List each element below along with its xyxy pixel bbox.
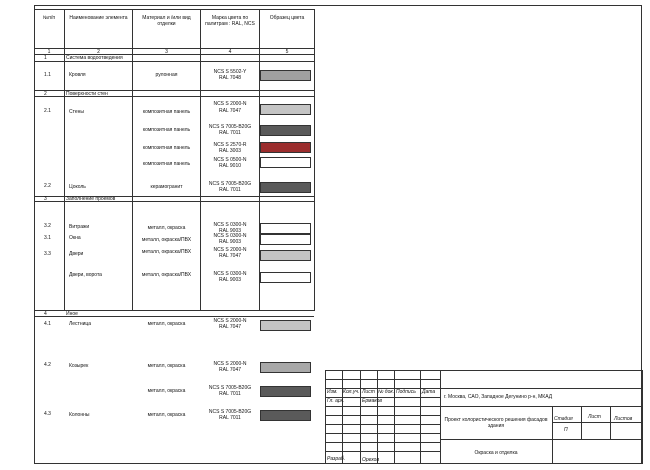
row-element: Двери bbox=[69, 251, 84, 257]
row-ncs: NCS S 2000-N bbox=[213, 101, 247, 107]
row-material: композитная панель bbox=[142, 127, 191, 133]
row-element: Кровля bbox=[69, 72, 86, 78]
tb-sheet-title: Окраска и отделка bbox=[474, 450, 518, 456]
row-material: рулонная bbox=[155, 72, 178, 78]
row-ral: RAL 9003 bbox=[218, 277, 242, 283]
row-element: Витражи bbox=[69, 224, 90, 230]
row-ncs: NCS S 7005-B20G bbox=[208, 181, 252, 187]
row-material: композитная панель bbox=[142, 145, 191, 151]
row-ral: RAL 9010 bbox=[218, 163, 242, 169]
section-number: 1 bbox=[44, 55, 47, 61]
header-sample: Образец цвета bbox=[269, 15, 305, 21]
row-ral: RAL 7011 bbox=[219, 391, 241, 397]
color-swatch bbox=[260, 234, 311, 245]
row-num: 1.1 bbox=[44, 72, 51, 78]
header-element: Наименование элемента bbox=[69, 15, 128, 21]
row-ncs: NCS S 2000-N bbox=[213, 247, 247, 253]
color-swatch bbox=[260, 320, 311, 331]
row-num: 3.3 bbox=[44, 251, 51, 257]
row-ncs: NCS S 7005-B20G bbox=[208, 124, 252, 130]
section-number: 2 bbox=[44, 91, 47, 97]
row-num: 2.2 bbox=[44, 183, 51, 189]
row-ral: RAL 9003 bbox=[218, 239, 242, 245]
tb-ndok: № док. bbox=[378, 389, 395, 395]
row-ral: RAL 7047 bbox=[218, 253, 242, 259]
color-swatch bbox=[260, 125, 311, 136]
tb-razrab-name: Орехов bbox=[362, 457, 380, 463]
row-element: Лестница bbox=[69, 321, 92, 327]
row-material: металл, окраска bbox=[147, 363, 186, 369]
row-element: Цоколь bbox=[69, 184, 86, 190]
row-num: 4.3 bbox=[44, 411, 51, 417]
tb-stage-label: Стадия bbox=[554, 416, 573, 422]
tb-project: Проект колористического решения фасадов здания bbox=[444, 417, 548, 429]
row-material: металл, окраска/ПВХ bbox=[141, 237, 192, 243]
color-swatch bbox=[260, 386, 311, 397]
section-title: Иное bbox=[66, 311, 78, 317]
row-ncs: NCS S 7005-B20G bbox=[208, 409, 252, 415]
row-element: Стены bbox=[69, 109, 84, 115]
row-ncs: NCS S 7005-B20G bbox=[208, 385, 252, 391]
row-ncs: NCS S 5502-Y bbox=[213, 69, 247, 75]
header-color-mark: Марка цвета по палитрам : RAL, NCS bbox=[205, 15, 255, 27]
row-num: 4.1 bbox=[44, 321, 51, 327]
section-number: 3 bbox=[44, 196, 47, 202]
row-element: Двери, ворота bbox=[69, 272, 102, 278]
row-ral: RAL 7047 bbox=[218, 324, 242, 330]
tb-stage-value: П bbox=[564, 427, 568, 433]
row-material: керамогранит bbox=[150, 184, 183, 190]
color-swatch bbox=[260, 157, 311, 168]
row-material: металл, окраска bbox=[147, 225, 186, 231]
row-ral: RAL 7047 bbox=[218, 367, 242, 373]
color-swatch bbox=[260, 70, 311, 81]
row-material: композитная панель bbox=[142, 109, 191, 115]
row-ral: RAL 3003 bbox=[218, 148, 242, 154]
color-swatch bbox=[260, 182, 311, 193]
color-swatch bbox=[260, 104, 311, 115]
section-number: 4 bbox=[44, 311, 47, 317]
color-table bbox=[34, 9, 314, 464]
color-swatch bbox=[260, 272, 311, 283]
row-ral: RAL 7011 bbox=[219, 187, 241, 193]
col-number: 5 bbox=[285, 49, 289, 55]
col-number: 1 bbox=[47, 49, 51, 55]
tb-gip-label: Гл. арх. bbox=[327, 398, 345, 404]
row-num: 2.1 bbox=[44, 108, 51, 114]
section-title: Поверхности стен bbox=[66, 91, 108, 97]
col-number: 2 bbox=[97, 49, 100, 55]
row-ncs: NCS S 0300-N bbox=[213, 233, 247, 239]
row-ral: RAL 7011 bbox=[219, 415, 241, 421]
row-material: композитная панель bbox=[142, 161, 191, 167]
row-material: металл, окраска bbox=[147, 388, 186, 394]
tb-gip-name: Ермаков bbox=[362, 398, 383, 404]
col-number: 4 bbox=[228, 49, 232, 55]
row-ral: RAL 7048 bbox=[218, 75, 242, 81]
color-swatch bbox=[260, 142, 311, 153]
col-number: 3 bbox=[165, 49, 168, 55]
row-material: металл, окраска bbox=[147, 412, 186, 418]
section-title: Заполнение проемов bbox=[66, 196, 116, 202]
header-material: Материал и /или вид отделки bbox=[142, 15, 191, 27]
row-ral: RAL 9003 bbox=[218, 228, 242, 234]
color-swatch bbox=[260, 410, 311, 421]
tb-sheet-label: Лист bbox=[588, 414, 601, 420]
tb-izm: Изм. bbox=[327, 389, 338, 395]
tb-address: г. Москва, САО, Западное Дегунино р-н, МКАД bbox=[444, 394, 553, 400]
row-element: Колонны bbox=[69, 412, 90, 418]
tb-kol: Кол.уч. bbox=[343, 389, 360, 395]
row-ncs: NCS S 0300-N bbox=[213, 222, 247, 228]
tb-razrab-label: Разраб. bbox=[327, 456, 346, 462]
row-num: 3.1 bbox=[44, 235, 51, 241]
tb-sheets-label: Листов bbox=[614, 416, 633, 422]
row-element: Козырек bbox=[69, 363, 89, 369]
row-material: металл, окраска bbox=[147, 321, 186, 327]
section-title: Система водоотведения bbox=[66, 55, 123, 61]
row-ncs: NCS S 0300-N bbox=[213, 271, 247, 277]
row-material: металл, окраска/ПВХ bbox=[141, 249, 192, 255]
row-num: 3.2 bbox=[44, 223, 51, 229]
header-num: №п/п bbox=[42, 15, 56, 21]
row-num: 4.2 bbox=[44, 362, 51, 368]
row-ral: RAL 7011 bbox=[219, 130, 241, 136]
row-ral: RAL 7047 bbox=[218, 108, 242, 114]
tb-list: Лист bbox=[362, 389, 375, 395]
color-swatch bbox=[260, 223, 311, 234]
color-swatch bbox=[260, 250, 311, 261]
row-ncs: NCS S 2000-N bbox=[213, 318, 247, 324]
title-block bbox=[325, 370, 642, 464]
row-ncs: NCS S 0500-N bbox=[213, 157, 247, 163]
tb-podpis: Подпись bbox=[396, 389, 416, 395]
row-material: металл, окраска/ПВХ bbox=[141, 272, 192, 278]
row-ncs: NCS S 2000-N bbox=[213, 361, 247, 367]
row-ncs: NCS S 2570-R bbox=[213, 142, 247, 148]
tb-data: Дата bbox=[422, 389, 436, 395]
color-swatch bbox=[260, 362, 311, 373]
row-element: Окна bbox=[69, 235, 81, 241]
